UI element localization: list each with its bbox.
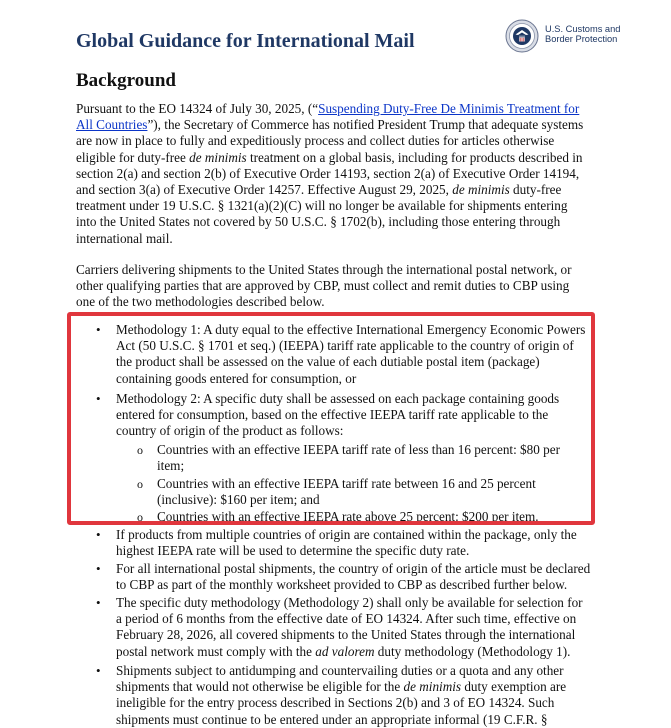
- eo-link[interactable]: Suspending Duty-Free De Minimis Treatment for: [318, 101, 580, 116]
- list-item-line: ineligible for the entry process described in Sections 2(b) and 3 of EO 14324. Such: [116, 695, 555, 711]
- bullet-marker: •: [96, 322, 101, 337]
- list-item-line: country of origin of the product as follows:: [116, 423, 344, 439]
- list-item-text: duty exemption are: [461, 679, 567, 695]
- list-item-line: the product shall be assessed on the value of each dutiable postal item (package): [116, 354, 540, 370]
- para1-text: Pursuant to the EO 14324 of July 30, 2025, (“: [76, 101, 319, 116]
- list-item-line: For all international postal shipments, the country of origin of the article must be declared: [116, 561, 591, 576]
- highlight-annotation-box: [67, 312, 595, 525]
- list-item-line: Shipments subject to antidumping and countervailing duties or a quota and any other: [116, 663, 564, 678]
- list-item-line: a period of 6 months from the effective date of EO 14324. After such time, effective on: [116, 611, 577, 627]
- list-item-line: Methodology 2: A specific duty shall be assessed on each package containing goods: [116, 391, 560, 406]
- section-heading: Background: [76, 70, 176, 91]
- sub-list-item-line: Countries with an effective IEEPA rate above 25 percent: $200 per item.: [157, 509, 539, 524]
- document-title: Global Guidance for International Mail: [76, 30, 415, 52]
- background-paragraph: [76, 101, 611, 247]
- sub-list-item-line: Countries with an effective IEEPA tariff rate of less than 16 percent: $80 per: [157, 442, 560, 457]
- list-item-line: Methodology 1: A duty equal to the effective International Emergency Economic Powers: [116, 322, 586, 337]
- bullet-marker: •: [96, 527, 101, 542]
- para2-line: other qualifying parties that are approved by CBP, must collect and remit duties to CBP using: [76, 278, 570, 294]
- para1-text: and section 3(a) of Executive Order 14257. Effective August 29, 2025,: [76, 182, 453, 198]
- list-item-line: entered for consumption, based on the effective IEEPA tariff rate applicable to the: [116, 407, 549, 423]
- sub-bullet-marker: o: [137, 510, 143, 524]
- sub-list-item-line: Countries with an effective IEEPA tariff rate between 16 and 25 percent: [157, 476, 536, 491]
- agency-name: [545, 24, 655, 44]
- agency-name-line2: Border Protection: [545, 34, 618, 44]
- list-item-line: If products from multiple countries of origin are contained within the package, only the: [116, 527, 577, 542]
- eo-link-continued[interactable]: All Countries: [76, 117, 148, 133]
- list-item-line: highest IEEPA rate will be used to determine the specific duty rate.: [116, 543, 470, 559]
- list-item-line: containing goods entered for consumption, or: [116, 370, 357, 386]
- list-item-line: February 28, 2026, all covered shipments to the United States through the international: [116, 627, 576, 643]
- para1-text: eligible for duty-free: [76, 149, 190, 165]
- para1-line: section 2(a) and section 2(b) of Executive Order 14193, section 2(a) of Executive Order 14194,: [76, 165, 580, 181]
- para1-line: into the United States not covered by 50 U.S.C. § 1702(b), including those entering through: [76, 214, 561, 230]
- list-item-line: to CBP as part of the monthly worksheet provided to CBP as described further below.: [116, 577, 568, 593]
- cbp-seal-icon: [505, 19, 539, 53]
- list-item-text: shipments that would not otherwise be eligible for the: [116, 679, 404, 695]
- para2-line: Carriers delivering shipments to the United States through the international postal network, or: [76, 262, 572, 277]
- sub-bullet-marker: o: [137, 443, 143, 457]
- italic-term: ad valorem: [315, 643, 375, 659]
- italic-term: de minimis: [189, 149, 247, 165]
- para2-line: one of the two methodologies described below.: [76, 294, 325, 310]
- para1-line: are now in place to fully and expeditiously process and collect duties for articles otherwise: [76, 133, 555, 149]
- agency-name-line1: U.S. Customs and: [545, 24, 621, 34]
- italic-term: de minimis: [403, 679, 462, 695]
- para1-line: treatment under 19 U.S.C. § 1321(a)(2)(C) will no longer be available for shipments entering: [76, 198, 568, 214]
- bullet-marker: •: [96, 391, 101, 406]
- sub-bullet-marker: o: [137, 477, 143, 491]
- sub-list-item-line: item;: [157, 458, 185, 474]
- carriers-paragraph: [76, 262, 611, 311]
- para1-text: treatment on a global basis, including for products described in: [246, 149, 583, 165]
- para1-line: international mail.: [76, 230, 173, 246]
- italic-term: de minimis: [452, 182, 510, 198]
- list-item-line: The specific duty methodology (Methodology 2) shall only be available for selection for: [116, 595, 583, 610]
- list-item-text: postal network must comply with the: [116, 643, 316, 659]
- bullet-marker: •: [96, 561, 101, 576]
- para1-text: ”), the Secretary of Commerce has notified President Trump that adequate systems: [147, 117, 584, 133]
- list-item-line: shipments must continue to be entered under an appropriate informal (19 C.F.R. §: [116, 711, 548, 727]
- sub-list-item-line: (inclusive): $160 per item; and: [157, 492, 320, 508]
- bullet-marker: •: [96, 595, 101, 610]
- list-item-line: Act (50 U.S.C. § 1701 et seq.) (IEEPA) tariff rate applicable to the country of origin of: [116, 338, 574, 354]
- para1-text: duty-free: [509, 182, 562, 198]
- list-item-text: duty methodology (Methodology 1).: [374, 643, 571, 659]
- bullet-marker: •: [96, 663, 101, 678]
